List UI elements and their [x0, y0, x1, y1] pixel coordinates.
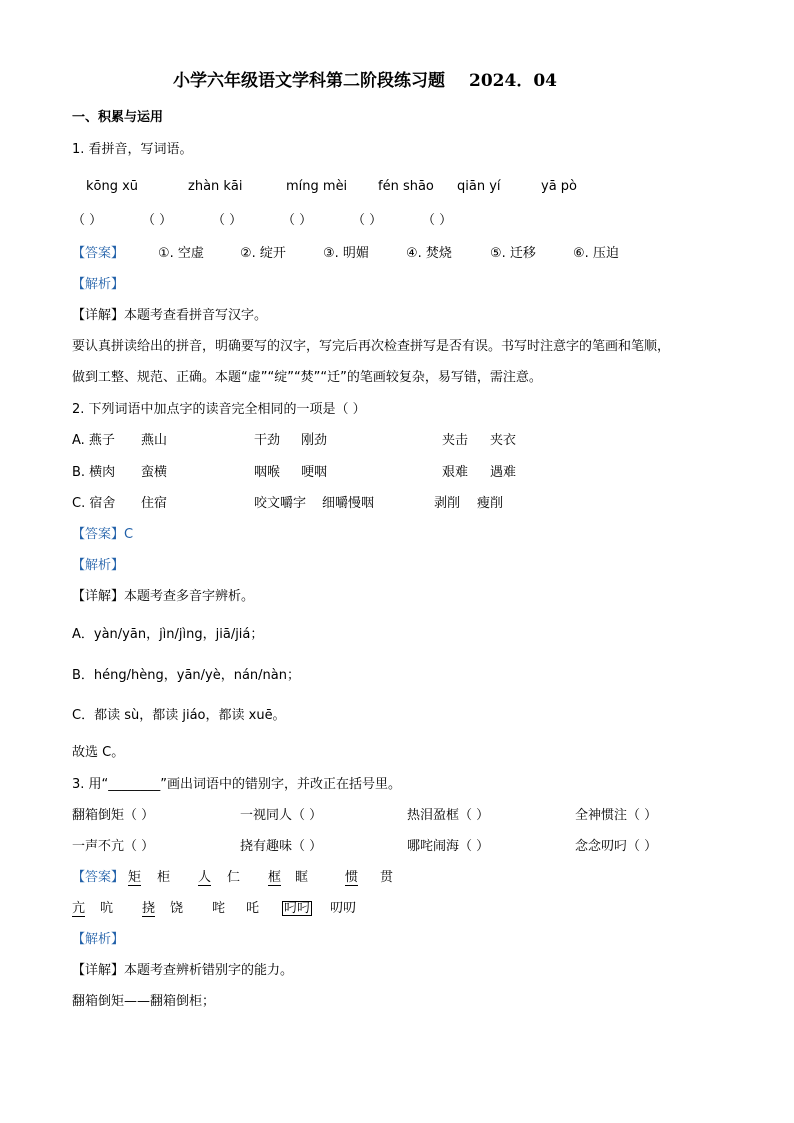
q1-answer-label: 【答案】 [72, 246, 125, 261]
q1-bracket-1: （ ） [72, 213, 103, 228]
q1-bracket-3: （ ） [212, 213, 243, 228]
q1-bracket-6: （ ） [422, 213, 453, 228]
q3-ans2-wrong-3: 咤 [212, 901, 226, 916]
q1-bracket-4: （ ） [282, 213, 313, 228]
q2-stem: 2. 下列词语中加点字的读音完全相同的一项是（ ） [72, 402, 366, 417]
q1-pinyin-3: míng mèi [286, 179, 348, 194]
q3-row2-4: 念念叨叼（ ） [575, 839, 658, 854]
q2-analysis-label: 【解析】 [72, 558, 125, 573]
q1-detail: 【详解】本题考查看拼音写汉字。 [72, 308, 268, 323]
q3-ans2-wrong-2: 挠 [142, 901, 156, 916]
q2-option-a-2: 燕山 [141, 433, 168, 448]
q2-option-a-1: A. 燕子 [72, 433, 115, 448]
q3-ans1-wrong-4: 惯 [345, 870, 359, 885]
q3-ans2-right-2: 饶 [170, 901, 184, 916]
q1-pinyin-4: fén shāo [378, 179, 434, 194]
q2-line-c: C．都读 sù，都读 jiáo，都读 xuē。 [72, 708, 286, 723]
q3-row2-3: 哪咤闹海（ ） [407, 839, 490, 854]
q2-option-a-3: 干劲 [254, 433, 281, 448]
q3-row2-1: 一声不亢（ ） [72, 839, 155, 854]
q3-row1-4: 全神惯注（ ） [575, 808, 658, 823]
q1-answer-3: ③. 明媚 [323, 246, 369, 261]
q1-paragraph-2: 做到工整、规范、正确。本题“虚”“绽”“焚”“迁”的笔画较复杂，易写错，需注意。 [72, 370, 542, 385]
q3-ans2-wrong-1: 亢 [72, 901, 86, 916]
q3-ans2-right-1: 吭 [100, 901, 114, 916]
q2-option-c-2: 住宿 [141, 496, 168, 511]
q2-option-c-4: 细嚼慢咽 [322, 496, 375, 511]
q3-row1-3: 热泪盈框（ ） [407, 808, 490, 823]
q3-ans1-right-2: 仁 [227, 870, 241, 885]
q3-ans1-right-1: 柜 [157, 870, 171, 885]
q1-stem: 1. 看拼音，写词语。 [72, 142, 193, 157]
q1-bracket-5: （ ） [352, 213, 383, 228]
q2-option-c-6: 瘦削 [477, 496, 504, 511]
q3-ans1-wrong-2: 人 [198, 870, 212, 885]
q1-pinyin-1: kōng xū [86, 179, 139, 194]
q2-option-a-5: 夹击 [442, 433, 469, 448]
q3-ans1-wrong-1: 矩 [128, 870, 142, 885]
q2-option-c-5: 剥削 [434, 496, 461, 511]
q3-last-line: 翻箱倒矩——翻箱倒柜； [72, 994, 216, 1009]
q2-option-c-1: C. 宿舍 [72, 496, 116, 511]
q2-option-b-5: 艰难 [442, 465, 469, 480]
q3-ans1-wrong-3: 框 [268, 870, 282, 885]
q2-answer-text: 【答案】C [72, 527, 134, 542]
q2-answer [72, 528, 133, 541]
q1-pinyin-5: qiān yí [457, 179, 501, 194]
q3-ans1-right-3: 眶 [295, 870, 309, 885]
q2-option-b-4: 哽咽 [301, 465, 328, 480]
q1-analysis-label: 【解析】 [72, 277, 125, 292]
section-heading: 一、积累与运用 [72, 110, 164, 125]
q1-answer-4: ④. 焚烧 [406, 246, 452, 261]
q2-conclusion: 故选 C。 [72, 745, 125, 760]
q3-stem: 3. 用“________”画出词语中的错别字，并改正在括号里。 [72, 777, 402, 792]
q2-option-b-3: 咽喉 [254, 465, 281, 480]
q1-bracket-2: （ ） [142, 213, 173, 228]
q2-detail: 【详解】本题考查多音字辨析。 [72, 589, 255, 604]
q2-line-b: B．héng/hèng，yān/yè，nán/nàn； [72, 668, 300, 683]
q1-answer-6: ⑥. 压迫 [573, 246, 619, 261]
q1-answer-2: ②. 绽开 [240, 246, 286, 261]
q3-row2-2: 挠有趣味（ ） [240, 839, 323, 854]
q2-option-b-6: 遇难 [490, 465, 517, 480]
q3-ans2-wrong-4: 叼叼 [284, 901, 311, 916]
q2-option-a-6: 夹衣 [490, 433, 517, 448]
q3-row1-2: 一视同人（ ） [240, 808, 323, 823]
q3-answer-label: 【答案】 [72, 870, 125, 885]
title-date: 2024．04 [469, 71, 557, 91]
q3-analysis-label: 【解析】 [72, 932, 125, 947]
q2-option-b-2: 蛮横 [141, 465, 168, 480]
q3-detail: 【详解】本题考查辨析错别字的能力。 [72, 963, 294, 978]
q2-option-a-4: 刚劲 [301, 433, 328, 448]
q3-row1-1: 翻箱倒矩（ ） [72, 808, 155, 823]
q1-pinyin-2: zhàn kāi [188, 179, 243, 194]
q1-pinyin-6: yā pò [541, 179, 577, 194]
title-text: 小学六年级语文学科第二阶段练习题 [173, 71, 445, 91]
q3-ans2-right-3: 吒 [246, 901, 260, 916]
q1-paragraph-1: 要认真拼读给出的拼音，明确要写的汉字，写完后再次检查拼写是否有误。书写时注意字的笔画和笔顺， [72, 339, 671, 354]
q2-line-a: A．yàn/yān，jìn/jìng，jiā/jiá； [72, 627, 264, 642]
q3-ans1-right-4: 贯 [380, 870, 394, 885]
q2-option-b-1: B. 横肉 [72, 465, 116, 480]
q1-answer-5: ⑤. 迁移 [490, 246, 536, 261]
page-title [173, 73, 557, 90]
q2-option-c-3: 咬文嚼字 [254, 496, 307, 511]
q1-answer-1: ①. 空虚 [158, 246, 204, 261]
q3-ans2-right-4: 叨叨 [330, 901, 357, 916]
